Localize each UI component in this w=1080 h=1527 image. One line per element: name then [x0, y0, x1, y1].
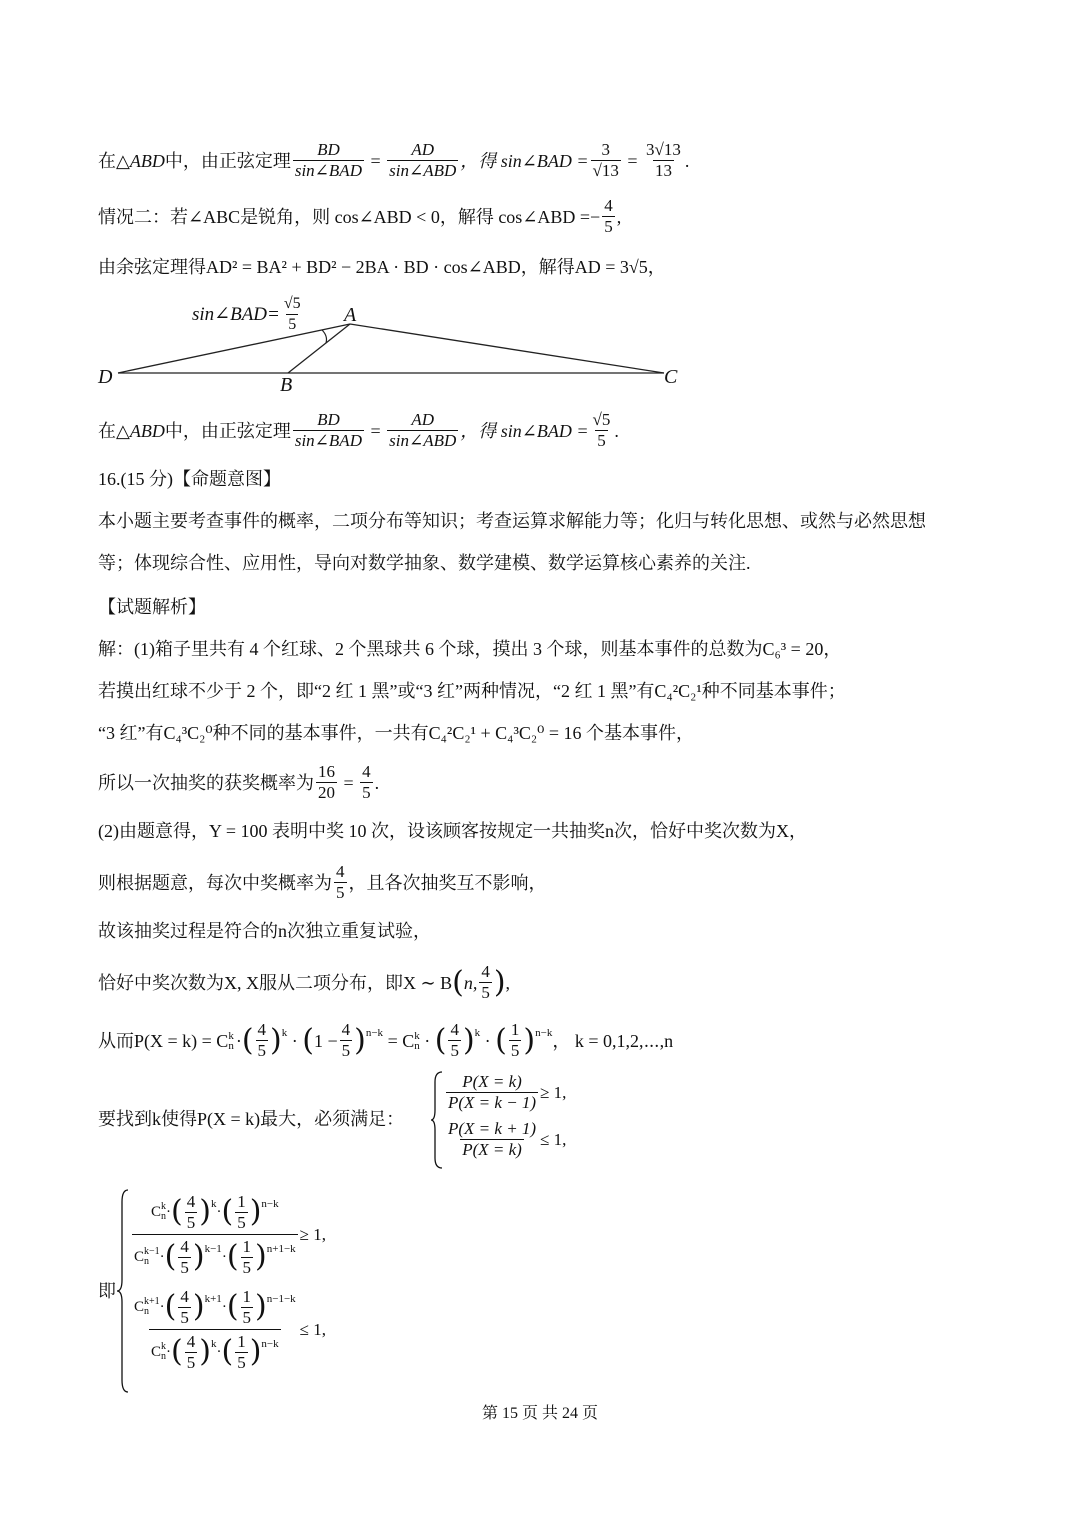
figure-annotation: sin∠BAD= $\frac{√5}{5}$ — [192, 295, 301, 333]
fraction: $\frac{BD}{\text{sin∠BAD}}$ — [294, 410, 362, 450]
label-B: B — [280, 374, 293, 396]
system-1: $\frac{P(X = k)}{P(X = k - 1)}$ ≥ 1, $\frac{P(X = k + 1)}{P(X = k)}$ ≤ 1, — [448, 1072, 567, 1159]
line-cosine-rule — [98, 256, 666, 278]
part2-line-3: 故该抽奖过程是符合的n次独立重复试验， — [98, 921, 431, 941]
text: 在△ — [98, 150, 130, 171]
solution-line-3: “3 红”有C₄³C₂⁰种不同的基本事件，一共有C₄²C₂¹ + C₄³C₂⁰ = 16 个基本事件， — [98, 723, 694, 743]
label-A: A — [344, 304, 357, 326]
fraction: $\frac{√5}{5}$ — [592, 410, 611, 450]
probability-line: 所以一次抽奖的获奖概率为 $\frac{16}{20}$ = $\frac{4}{5}$ . — [98, 762, 380, 802]
solution-line-1: 解：(1)箱子里共有 4 个红球、2 个黑球共 6 个球，摸出 3 个球，则基本事件的总数为C₆³ = 20， — [98, 639, 842, 659]
text: 中，由正弦定理 — [164, 150, 291, 171]
text: ，得 sin∠BAD = — [460, 150, 589, 171]
text: 情况二：若∠ABC是锐角，则 cos∠ABD < 0，解得 cos∠ABD =− — [98, 206, 601, 227]
part2-line-2: 则根据题意，每次中奖概率为 $\frac{4}{5}$ ，且各次抽奖互不影响， — [98, 862, 547, 902]
fraction: $\frac{AD}{\text{sin∠ABD}}$ — [389, 140, 457, 180]
line-sine-rule-1: 在△ ABD 中，由正弦定理 $\frac{BD}{\text{sin∠BAD}}$ = $\frac{AD}{\text{sin∠ABD}}$ ，得 sin∠BAD = $\frac{3}{√13}$ = $\frac{3√13}{13}$ . — [98, 140, 690, 180]
system-condition-label: 要找到k使得P(X = k)最大，必须满足： — [98, 1109, 405, 1129]
heading-analysis: 【试题解析】 — [98, 597, 206, 617]
label-D: D — [98, 366, 113, 388]
fraction: $\frac{3√13}{13}$ — [646, 140, 681, 180]
brace-2 — [116, 1188, 130, 1394]
line-AC — [350, 324, 664, 373]
fraction: $\frac{4}{5}$ — [604, 196, 613, 236]
angle-arc — [322, 330, 327, 343]
brace-1 — [430, 1070, 444, 1170]
system-2: C k n · ( $\frac{4}{5}$ ) k · ( $\frac{1}{5}$ ) n−k C k−1 n · ( $\frac{4}{5}$ ) k−1 · ( $\frac{1}{5}$ ) n+1−k ≥ 1, C k+1 n · ( $\frac{4}{5}$ ) k+1 · ( $\frac{1}{5}$ ) n−1−k C k n · ( $\frac{4}{5}$ ) k · ( $\frac{1}{5}$ ) n−k ≤ 1, — [130, 1190, 326, 1374]
paragraph-intent-1: 本小题主要考查事件的概率，二项分布等知识；考查运算求解能力等；化归与转化思想、或然与必然思想 — [98, 511, 926, 531]
fraction: $\frac{3}{√13}$ — [592, 140, 619, 180]
triangle-figure — [90, 286, 710, 398]
fraction: $\frac{BD}{\text{sin∠BAD}}$ — [294, 140, 362, 180]
paragraph-intent-2: 等；体现综合性、应用性，导向对数学抽象、数学建模、数学运算核心素养的关注. — [98, 553, 751, 573]
label-C: C — [664, 366, 678, 388]
solution-line-2: 若摸出红球不少于 2 个，即“2 红 1 黑”或“3 红”两种情况，“2 红 1 黑”有C₄²C₂¹种不同基本事件； — [98, 681, 846, 701]
line-case-two: 情况二：若∠ABC是锐角，则 cos∠ABD < 0，解得 cos∠ABD =− $\frac{4}{5}$ , — [98, 196, 622, 236]
line-sine-rule-2: 在△ ABD 中，由正弦定理 $\frac{BD}{\text{sin∠BAD}}$ = $\frac{AD}{\text{sin∠ABD}}$ ，得 sin∠BAD = $\frac{√5}{5}$ . — [98, 410, 619, 450]
section-heading-16: 16.(15 分)【命题意图】 — [98, 469, 281, 489]
text: 由余弦定理得AD² = BA² + BD² − 2BA · BD · cos∠ABD，解得AD = 3√5， — [98, 257, 666, 277]
triangle-name: ABD — [129, 150, 165, 171]
system-2-label: 即 — [98, 1281, 116, 1301]
fraction: $\frac{AD}{\text{sin∠ABD}}$ — [389, 410, 457, 450]
part2-line-1: (2)由题意得，Y = 100 表明中奖 10 次，设该顾客按规定一共抽奖n次，恰好中奖次数为X， — [98, 821, 807, 841]
binomial-line: 恰好中奖次数为X, X服从二项分布，即X ∼ B ( n, $\frac{4}{5}$ ) , — [98, 962, 511, 1002]
page-footer: 第 15 页 共 24 页 — [481, 1405, 598, 1422]
pmf-line: 从而P(X = k) = C k n · ( $\frac{4}{5}$ ) k · ( 1 − $\frac{4}{5}$ ) n−k = C k n · ( $\frac{4}{5}$ ) k · ( $\frac{1}{5}$ ) n−k ， k = 0,1,2,⋯,n — [98, 1020, 674, 1060]
